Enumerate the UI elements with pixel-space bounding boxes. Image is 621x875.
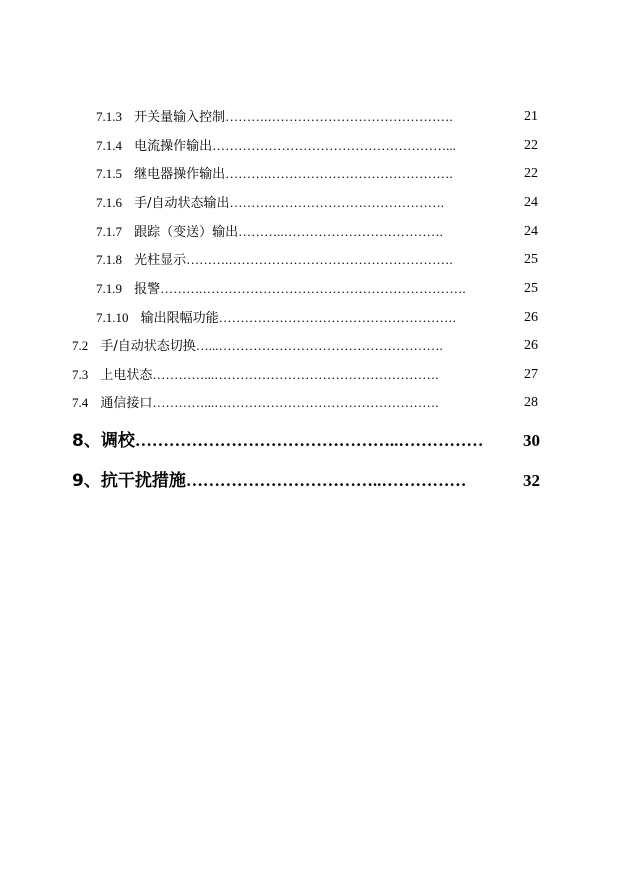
toc-entry-leader: ……….…………………………………. (229, 195, 445, 210)
toc-entry-number: 7.1.7 (96, 224, 122, 239)
toc-entry-7-1-3[interactable] (96, 107, 506, 127)
toc-entry-page-9: 32 (523, 471, 540, 490)
toc-entry-7-1-10[interactable] (96, 308, 506, 328)
toc-entry-title: 电流操作输出 (134, 139, 213, 154)
toc-entry-leader: ……….……………………………………. (225, 109, 453, 124)
toc-entry-7-1-8[interactable] (96, 250, 506, 270)
toc-entry-number: 7.4 (72, 395, 89, 410)
toc-entry-leader: ……….……………………………………. (225, 166, 453, 181)
toc-entry-title: 通信接口 (100, 396, 153, 411)
toc-entry-title: 手/自动状态输出 (134, 196, 230, 211)
toc-entry-title: 继电器操作输出 (134, 167, 226, 182)
toc-entry-number: 7.1.8 (96, 252, 122, 267)
toc-entry-leader: ………..………………………………. (238, 224, 443, 239)
toc-entry-page-7-1-4: 22 (524, 138, 538, 153)
toc-entry-leader: ……….……………………………………………. (186, 252, 453, 267)
toc-entry-leader: ………………………………………..…………… (134, 431, 484, 450)
toc-entry-leader: …………...……………………………………………. (152, 395, 439, 410)
toc-entry-title: 抗干扰措施 (100, 471, 186, 491)
toc-entry-number: 7.1.6 (96, 195, 122, 210)
toc-entry-page-7-1-3: 21 (524, 109, 538, 124)
toc-entry-number: 7.1.3 (96, 109, 122, 124)
toc-entry-page-7-2: 26 (524, 338, 538, 353)
toc-entry-leader: …………...……………………………………………. (152, 367, 439, 382)
toc-entry-page-7-1-10: 26 (524, 310, 538, 325)
toc-entry-page-7-1-5: 22 (524, 166, 538, 181)
toc-entry-leader: …...……………………………………………. (195, 338, 443, 353)
toc-entry-number: 7.1.5 (96, 166, 122, 181)
toc-entry-title: 手/自动状态切换 (100, 339, 196, 354)
toc-entry-number: 9、 (72, 471, 101, 491)
toc-entry-number: 7.1.10 (96, 310, 129, 325)
toc-entry-leader: ………………………………………………. (218, 310, 456, 325)
toc-entry-page-7-1-9: 25 (524, 281, 538, 296)
toc-entry-title: 报警 (134, 282, 161, 297)
toc-entry-leader: ………………………………………………... (212, 138, 456, 153)
toc-entry-7-4[interactable] (72, 393, 506, 413)
toc-entry-number: 7.1.4 (96, 138, 122, 153)
toc-entry-7-3[interactable] (72, 365, 506, 385)
toc-entry-7-1-5[interactable] (96, 164, 506, 184)
toc-entry-title: 上电状态 (100, 368, 153, 383)
toc-entry-leader: ……….……………………………………………………. (160, 281, 466, 296)
toc-entry-page-7-4: 28 (524, 395, 538, 410)
toc-entry-page-8: 30 (523, 431, 540, 450)
toc-entry-number: 8、 (72, 431, 101, 451)
toc-entry-7-1-7[interactable] (96, 222, 506, 242)
toc-entry-8[interactable] (72, 428, 506, 454)
toc-entry-title: 输出限幅功能 (140, 311, 219, 326)
toc-entry-number: 7.3 (72, 367, 89, 382)
toc-entry-title: 光柱显示 (134, 253, 187, 268)
toc-entry-7-2[interactable] (72, 336, 506, 356)
toc-entry-9[interactable] (72, 468, 506, 494)
toc-entry-7-1-4[interactable] (96, 136, 506, 156)
toc-entry-7-1-9[interactable] (96, 279, 506, 299)
toc-entry-page-7-1-7: 24 (524, 224, 538, 239)
toc-entry-leader: ……………………………..…………… (185, 471, 467, 490)
toc-entry-page-7-3: 27 (524, 367, 538, 382)
toc-entry-number: 7.1.9 (96, 281, 122, 296)
toc-entry-title: 调校 (100, 431, 135, 451)
toc-entry-title: 跟踪（变送）输出 (134, 225, 239, 240)
toc-entry-number: 7.2 (72, 338, 89, 353)
toc-entry-title: 开关量输入控制 (134, 110, 226, 125)
toc-entry-7-1-6[interactable] (96, 193, 506, 213)
toc-entry-page-7-1-6: 24 (524, 195, 538, 210)
toc-entry-page-7-1-8: 25 (524, 252, 538, 267)
